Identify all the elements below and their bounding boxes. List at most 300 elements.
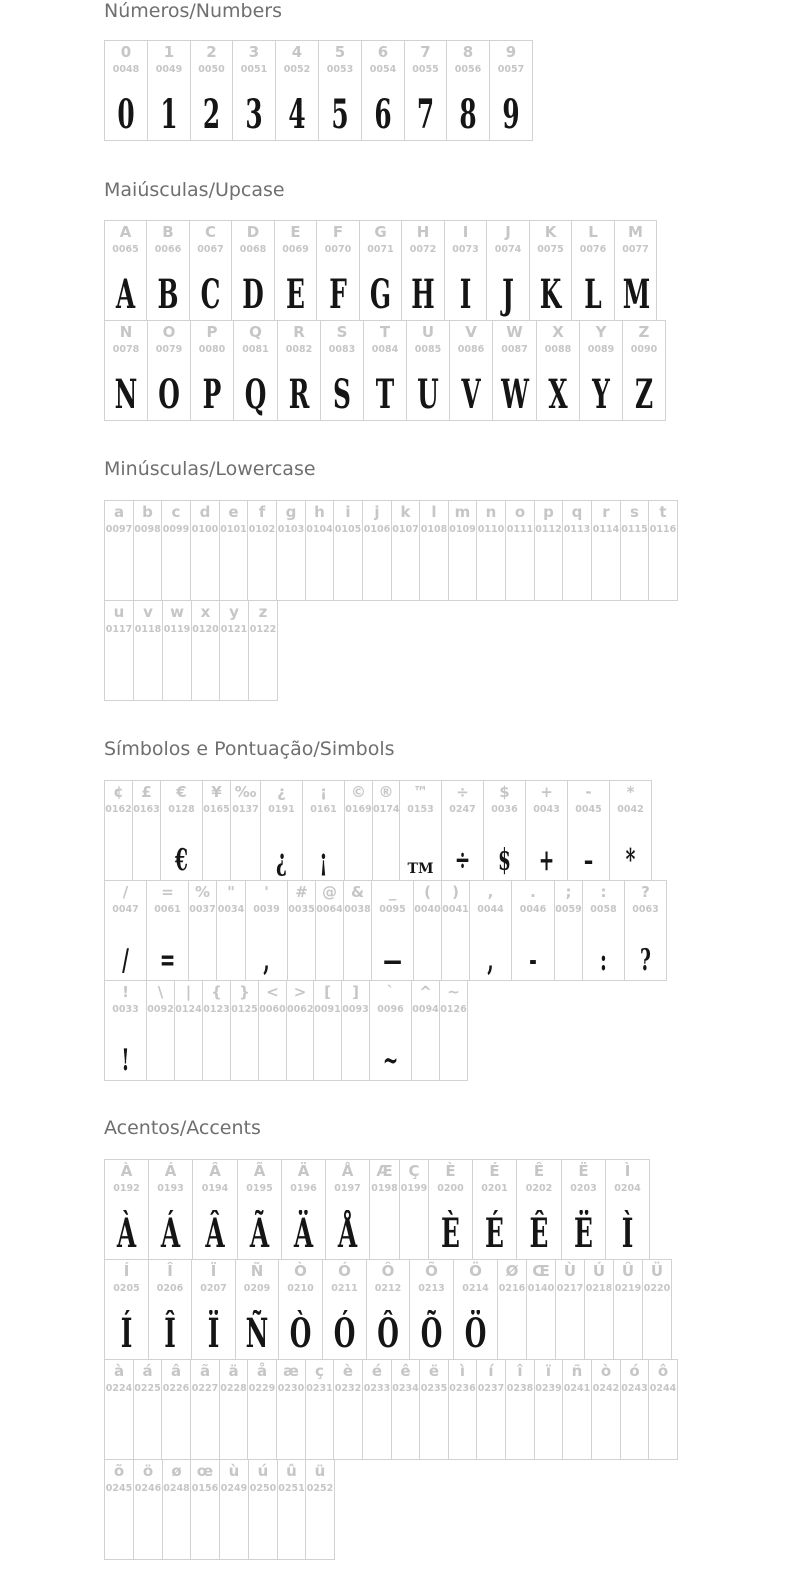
character-code: 0103 xyxy=(277,524,305,535)
glyph-cell xyxy=(372,780,400,881)
character-code: 0062 xyxy=(287,1004,314,1015)
character-code: 0245 xyxy=(105,1483,133,1494)
glyph-sample: Ì xyxy=(621,1210,634,1257)
glyph-cell xyxy=(104,980,147,1081)
character-label: è xyxy=(342,1362,354,1380)
character-code: 0126 xyxy=(440,1004,467,1015)
glyph-sample: I xyxy=(459,271,472,318)
glyph-sample: A xyxy=(115,271,136,318)
glyph-sample: Ó xyxy=(333,1310,356,1357)
glyph-cell xyxy=(399,1159,429,1260)
glyph-cell xyxy=(219,500,248,601)
character-code: 0083 xyxy=(328,344,356,355)
glyph-cell xyxy=(174,980,203,1081)
character-label: Ç xyxy=(408,1162,420,1180)
character-label: W xyxy=(506,323,523,341)
character-label: Ò xyxy=(294,1262,307,1280)
character-label: e xyxy=(228,503,239,521)
glyph-cell xyxy=(104,880,147,981)
character-label: n xyxy=(485,503,497,521)
glyph-cell xyxy=(190,1359,220,1460)
character-code: 0085 xyxy=(414,344,442,355)
character-label: Q xyxy=(249,323,262,341)
glyph-cell xyxy=(449,320,493,421)
character-code: 0089 xyxy=(587,344,615,355)
character-code: 0068 xyxy=(239,244,267,255)
character-label: m xyxy=(454,503,471,521)
section-title: Números/Numbers xyxy=(104,0,282,22)
character-label: o xyxy=(514,503,526,521)
character-label: å xyxy=(256,1362,268,1380)
glyph-sample: ! xyxy=(121,1043,130,1078)
glyph-cell xyxy=(401,220,445,321)
character-label: > xyxy=(293,983,307,1001)
glyph-cell xyxy=(333,500,363,601)
glyph-cell xyxy=(534,500,563,601)
glyph-cell xyxy=(104,1259,149,1360)
character-label: P xyxy=(206,323,218,341)
character-label: b xyxy=(142,503,153,521)
glyph-sample: X xyxy=(548,371,568,418)
glyph-sample: F xyxy=(329,271,347,318)
character-label: Ü xyxy=(650,1262,664,1280)
glyph-cell xyxy=(497,1259,527,1360)
character-label: r xyxy=(602,503,610,521)
character-label: Ù xyxy=(563,1262,577,1280)
character-label: 0 xyxy=(120,43,132,61)
glyph-cell xyxy=(444,220,487,321)
glyph-sample: + xyxy=(538,843,555,878)
character-label: S xyxy=(336,323,348,341)
glyph-sample: ÷ xyxy=(454,843,471,878)
character-code: 0161 xyxy=(310,804,337,815)
character-label: L xyxy=(588,223,598,241)
glyph-cell xyxy=(305,1459,335,1560)
character-label: ÷ xyxy=(456,783,469,801)
glyph-sample: , xyxy=(263,943,270,978)
glyph-cell xyxy=(160,780,203,881)
character-label: á xyxy=(142,1362,153,1380)
character-label: ë xyxy=(428,1362,440,1380)
glyph-sample: 9 xyxy=(502,91,520,138)
character-code: 0120 xyxy=(192,624,219,635)
glyph-sample: 6 xyxy=(374,91,392,138)
character-code: 0125 xyxy=(231,1004,258,1015)
character-code: 0060 xyxy=(259,1004,286,1015)
glyph-cell xyxy=(104,1359,134,1460)
character-code: 0053 xyxy=(326,64,354,75)
character-label: E xyxy=(290,223,301,241)
glyph-cell xyxy=(260,780,303,881)
character-label: N xyxy=(119,323,133,341)
character-code: 0093 xyxy=(342,1004,369,1015)
character-label: Í xyxy=(123,1262,130,1280)
character-code: 0197 xyxy=(334,1183,361,1194)
glyph-cell xyxy=(276,1359,306,1460)
character-code: 0071 xyxy=(367,244,394,255)
glyph-sample: P xyxy=(202,371,222,418)
character-label: Æ xyxy=(376,1162,393,1180)
character-code: 0043 xyxy=(533,804,560,815)
character-code: 0064 xyxy=(316,904,343,915)
glyph-cell xyxy=(529,220,572,321)
character-label: à xyxy=(113,1362,125,1380)
glyph-cell xyxy=(104,780,133,881)
character-code: 0194 xyxy=(201,1183,229,1194)
character-code: 0214 xyxy=(462,1283,489,1294)
glyph-cell xyxy=(333,1359,363,1460)
glyph-cell xyxy=(133,600,163,701)
glyph-sample: Å xyxy=(337,1210,358,1257)
character-code: 0050 xyxy=(198,64,225,75)
character-label: | xyxy=(185,983,192,1001)
glyph-sample: : xyxy=(600,943,607,978)
character-label: 8 xyxy=(462,43,474,61)
character-code: 0092 xyxy=(147,1004,174,1015)
glyph-cell xyxy=(554,880,583,981)
character-code: 0200 xyxy=(437,1183,464,1194)
character-label: , xyxy=(487,883,494,901)
character-label: ó xyxy=(629,1362,640,1380)
glyph-sample: S xyxy=(333,371,351,418)
character-label: Ê xyxy=(533,1162,545,1180)
glyph-cell xyxy=(104,40,148,141)
glyph-cell xyxy=(359,220,402,321)
glyph-cell xyxy=(146,220,190,321)
glyph-cell xyxy=(305,1359,334,1460)
glyph-sample: Ö xyxy=(464,1310,487,1357)
character-code: 0087 xyxy=(501,344,528,355)
glyph-sample: 8 xyxy=(459,91,477,138)
glyph-cell xyxy=(369,980,412,1081)
character-code: 0251 xyxy=(278,1483,305,1494)
character-label: i xyxy=(345,503,351,521)
glyph-cell xyxy=(322,1259,367,1360)
glyph-cell xyxy=(237,1159,282,1260)
glyph-cell xyxy=(413,880,442,981)
character-label: y xyxy=(229,603,239,621)
glyph-cell xyxy=(391,1359,420,1460)
character-code: 0128 xyxy=(168,804,195,815)
character-label: q xyxy=(571,503,583,521)
character-code: 0100 xyxy=(191,524,219,535)
glyph-cell xyxy=(275,40,319,141)
glyph-sample: ~ xyxy=(382,1043,399,1078)
character-code: 0111 xyxy=(506,524,534,535)
character-code: 0140 xyxy=(527,1283,555,1294)
character-label: x xyxy=(200,603,211,621)
section-title: Minúsculas/Lowercase xyxy=(104,458,316,480)
character-code: 0196 xyxy=(290,1183,317,1194)
character-code: 0108 xyxy=(420,524,448,535)
character-code: 0193 xyxy=(157,1183,184,1194)
glyph-cell xyxy=(104,1159,149,1260)
character-label: ô xyxy=(657,1362,669,1380)
character-label: Z xyxy=(638,323,650,341)
glyph-sample: R xyxy=(288,371,310,418)
glyph-cell xyxy=(526,1259,556,1360)
character-label: 4 xyxy=(291,43,303,61)
character-label: @ xyxy=(322,883,337,901)
glyph-cell xyxy=(231,220,275,321)
character-code: 0081 xyxy=(242,344,269,355)
character-label: ø xyxy=(171,1462,182,1480)
character-label: ¢ xyxy=(113,783,124,801)
character-label: * xyxy=(626,783,635,801)
character-label: Ï xyxy=(210,1262,217,1280)
character-code: 0036 xyxy=(491,804,518,815)
glyph-cell xyxy=(313,980,342,1081)
character-code: 0058 xyxy=(590,904,617,915)
glyph-sample: - xyxy=(529,943,537,978)
character-code: 0038 xyxy=(344,904,371,915)
character-code: 0237 xyxy=(477,1383,505,1394)
character-code: 0122 xyxy=(249,624,277,635)
glyph-cell xyxy=(536,320,580,421)
glyph-cell xyxy=(281,1159,326,1260)
character-code: 0041 xyxy=(442,904,469,915)
glyph-cell xyxy=(162,600,192,701)
glyph-cell xyxy=(277,1459,306,1560)
character-code: 0174 xyxy=(373,804,400,815)
character-code: 0137 xyxy=(232,804,259,815)
character-label: ~ xyxy=(447,983,460,1001)
glyph-cell xyxy=(369,1159,400,1260)
character-code: 0119 xyxy=(163,624,191,635)
character-label: A xyxy=(119,223,132,241)
glyph-cell xyxy=(104,220,147,321)
character-label: U xyxy=(421,323,435,341)
character-label: € xyxy=(176,783,187,801)
character-label: I xyxy=(462,223,469,241)
character-code: 0234 xyxy=(392,1383,419,1394)
character-code: 0201 xyxy=(481,1183,508,1194)
character-code: 0080 xyxy=(198,344,226,355)
character-label: _ xyxy=(388,883,397,901)
glyph-sample: 2 xyxy=(202,91,221,138)
character-code: 0207 xyxy=(200,1283,227,1294)
character-code: 0229 xyxy=(248,1383,276,1394)
glyph-cell xyxy=(609,780,652,881)
character-label: 1 xyxy=(163,43,175,61)
character-code: 0205 xyxy=(113,1283,140,1294)
glyph-cell xyxy=(562,500,592,601)
character-label: V xyxy=(465,323,477,341)
character-label: õ xyxy=(113,1462,125,1480)
character-label: æ xyxy=(283,1362,299,1380)
glyph-sample: O xyxy=(158,371,180,418)
character-code: 0115 xyxy=(621,524,648,535)
character-code: 0106 xyxy=(363,524,391,535)
character-code: 0231 xyxy=(306,1383,333,1394)
character-code: 0192 xyxy=(113,1183,140,1194)
character-label: ê xyxy=(400,1362,411,1380)
glyph-sample: L xyxy=(584,271,602,318)
glyph-sample: 0 xyxy=(117,91,135,138)
glyph-cell xyxy=(371,880,414,981)
character-label: ã xyxy=(199,1362,211,1380)
glyph-sample: É xyxy=(485,1210,504,1257)
character-label: ! xyxy=(122,983,129,1001)
glyph-sample: Í xyxy=(120,1310,133,1357)
character-code: 0061 xyxy=(154,904,181,915)
glyph-cell xyxy=(614,220,657,321)
character-code: 0079 xyxy=(155,344,183,355)
character-code: 0220 xyxy=(643,1283,671,1294)
glyph-cell xyxy=(605,1159,650,1260)
character-code: 0233 xyxy=(363,1383,391,1394)
character-label: ä xyxy=(228,1362,239,1380)
character-label: " xyxy=(227,883,235,901)
character-label: K xyxy=(544,223,557,241)
section-title: Símbolos e Pontuação/Simbols xyxy=(104,738,395,760)
character-label: < xyxy=(266,983,279,1001)
character-label: Œ xyxy=(532,1262,550,1280)
character-code: 0055 xyxy=(412,64,439,75)
character-code: 0112 xyxy=(535,524,562,535)
character-code: 0105 xyxy=(334,524,362,535)
glyph-cell xyxy=(591,1359,621,1460)
glyph-sample: 1 xyxy=(160,91,178,138)
character-label: í xyxy=(488,1362,494,1380)
character-code: 0072 xyxy=(409,244,437,255)
character-code: 0088 xyxy=(544,344,572,355)
glyph-cell xyxy=(146,980,175,1081)
character-code: 0096 xyxy=(377,1004,404,1015)
glyph-cell xyxy=(448,500,477,601)
character-label: Y xyxy=(595,323,607,341)
glyph-sample: $ xyxy=(498,843,511,878)
character-label: Õ xyxy=(425,1262,438,1280)
character-label: O xyxy=(162,323,176,341)
character-label: ù xyxy=(228,1462,240,1480)
glyph-cell xyxy=(190,500,220,601)
character-label: Ô xyxy=(381,1262,395,1280)
glyph-cell xyxy=(316,220,360,321)
character-label: ™ xyxy=(413,783,428,801)
glyph-cell xyxy=(505,1359,535,1460)
character-code: 0057 xyxy=(497,64,525,75)
character-label: œ xyxy=(196,1462,214,1480)
glyph-cell xyxy=(258,980,287,1081)
glyph-sample: Î xyxy=(164,1310,176,1357)
character-code: 0204 xyxy=(614,1183,641,1194)
glyph-cell xyxy=(147,40,191,141)
glyph-cell xyxy=(132,780,161,881)
character-code: 0225 xyxy=(134,1383,161,1394)
section-title: Acentos/Accents xyxy=(104,1117,261,1139)
glyph-sample: * xyxy=(625,843,636,878)
character-label: u xyxy=(113,603,125,621)
character-label: [ xyxy=(324,983,331,1001)
glyph-cell xyxy=(561,1159,606,1260)
character-code: 0212 xyxy=(374,1283,402,1294)
character-label: % xyxy=(194,883,211,901)
glyph-cell xyxy=(133,500,162,601)
glyph-sample: V xyxy=(461,371,481,418)
character-code: 0249 xyxy=(220,1483,248,1494)
character-label: ( xyxy=(424,883,431,901)
glyph-cell xyxy=(343,880,372,981)
character-label: û xyxy=(286,1462,297,1480)
character-code: 0082 xyxy=(285,344,313,355)
character-code: 0039 xyxy=(253,904,280,915)
character-code: 0226 xyxy=(162,1383,190,1394)
character-code: 0084 xyxy=(371,344,399,355)
glyph-cell xyxy=(584,1259,614,1360)
glyph-cell xyxy=(104,1459,134,1560)
character-code: 0123 xyxy=(203,1004,230,1015)
character-code: 0094 xyxy=(412,1004,439,1015)
glyph-sample: € xyxy=(175,843,188,878)
glyph-cell xyxy=(286,980,314,1081)
character-label: # xyxy=(295,883,308,901)
character-label: é xyxy=(371,1362,383,1380)
character-label: h xyxy=(314,503,325,521)
character-label: F xyxy=(332,223,344,241)
character-label: H xyxy=(416,223,430,241)
glyph-cell xyxy=(190,40,233,141)
character-code: 0163 xyxy=(133,804,160,815)
character-code: 0033 xyxy=(112,1004,139,1015)
glyph-cell xyxy=(191,1259,236,1360)
glyph-sample: Á xyxy=(160,1210,181,1257)
glyph-cell xyxy=(483,780,526,881)
glyph-cell xyxy=(406,320,450,421)
character-code: 0056 xyxy=(454,64,482,75)
character-label: p xyxy=(543,503,554,521)
glyph-cell xyxy=(315,880,344,981)
character-label: Ì xyxy=(624,1162,631,1180)
character-label: t xyxy=(659,503,667,521)
glyph-cell xyxy=(363,320,407,421)
character-label: Á xyxy=(164,1162,177,1180)
glyph-sample: TM xyxy=(407,861,434,877)
glyph-cell xyxy=(104,320,148,421)
character-label: ü xyxy=(314,1462,326,1480)
character-code: 0224 xyxy=(105,1383,133,1394)
glyph-sample: Ë xyxy=(574,1210,593,1257)
character-code: 0248 xyxy=(163,1483,190,1494)
glyph-sample: J xyxy=(502,271,514,318)
character-code: 0230 xyxy=(277,1383,305,1394)
character-label: 3 xyxy=(248,43,260,61)
character-code: 0042 xyxy=(617,804,644,815)
character-code: 0156 xyxy=(191,1483,219,1494)
glyph-cell xyxy=(642,1259,672,1360)
glyph-cell xyxy=(505,500,535,601)
character-label: G xyxy=(374,223,387,241)
glyph-cell xyxy=(391,500,420,601)
glyph-cell xyxy=(591,500,621,601)
glyph-cell xyxy=(492,320,537,421)
character-code: 0219 xyxy=(614,1283,642,1294)
character-code: 0102 xyxy=(248,524,276,535)
glyph-cell xyxy=(104,600,134,701)
character-label: â xyxy=(170,1362,182,1380)
glyph-sample: ¿ xyxy=(276,843,287,878)
character-code: 0044 xyxy=(477,904,504,915)
glyph-cell xyxy=(428,1159,473,1260)
glyph-sample: K xyxy=(539,271,562,318)
character-code: 0078 xyxy=(112,344,140,355)
character-code: 0048 xyxy=(112,64,140,75)
character-label: k xyxy=(400,503,411,521)
glyph-cell xyxy=(192,1159,238,1260)
character-label: c xyxy=(171,503,181,521)
character-label: ì xyxy=(459,1362,466,1380)
character-label: C xyxy=(204,223,216,241)
